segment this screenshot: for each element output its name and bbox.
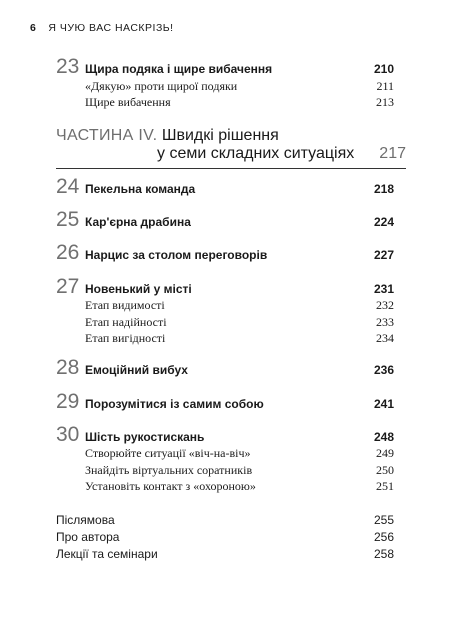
section-page: 249 [376, 446, 394, 460]
chapter-number: 28 [56, 356, 80, 379]
section-title[interactable]: Етап вигідності [85, 331, 166, 345]
back-matter-title[interactable]: Лекції та семінари [56, 547, 158, 561]
chapter-number: 23 [56, 55, 80, 78]
part-title-line2: у семи складних ситуаціях [157, 145, 355, 162]
chapter-page: 248 [373, 430, 394, 444]
chapter-page: 218 [373, 182, 394, 196]
chapter-title[interactable]: Емоційний вибух [85, 363, 188, 377]
chapter-title[interactable]: Новенький у місті [85, 282, 192, 296]
part-label: ЧАСТИНА IV. [56, 127, 158, 144]
part-title-line1: Швидкі рішення [161, 127, 279, 144]
section-page: 234 [376, 331, 394, 345]
back-matter-page: 256 [373, 530, 394, 544]
chapter-number: 30 [56, 423, 80, 446]
section-title[interactable]: Етап видимості [85, 298, 165, 312]
section-page: 232 [376, 298, 394, 312]
running-head-title: Я ЧУЮ ВАС НАСКРІЗЬ! [48, 22, 174, 34]
chapter-number: 26 [56, 241, 80, 264]
back-matter-title[interactable]: Про автора [56, 530, 120, 544]
section-page: 211 [376, 79, 394, 93]
part-heading[interactable] [56, 128, 279, 144]
chapter-page: 231 [373, 282, 394, 296]
section-title[interactable]: Створюйте ситуації «віч-на-віч» [85, 446, 251, 460]
chapter-number: 29 [56, 390, 80, 413]
back-matter-page: 255 [373, 513, 394, 527]
running-head [30, 22, 174, 34]
chapter-title[interactable]: Шість рукостискань [85, 430, 205, 444]
back-matter-title[interactable]: Післямова [56, 513, 115, 527]
running-head-page-number: 6 [30, 22, 37, 34]
chapter-number: 27 [56, 275, 80, 298]
chapter-page: 224 [373, 215, 394, 229]
chapter-page: 227 [373, 248, 394, 262]
section-title[interactable]: Щире вибачення [85, 95, 171, 109]
chapter-page: 236 [373, 363, 394, 377]
section-page: 213 [376, 95, 394, 109]
chapter-title[interactable]: Нарцис за столом переговорів [85, 248, 268, 262]
part-divider-rule [56, 168, 406, 169]
chapter-title[interactable]: Пекельна команда [85, 182, 196, 196]
chapter-number: 24 [56, 175, 80, 198]
chapter-page: 241 [373, 397, 394, 411]
chapter-title[interactable]: Порозумітися із самим собою [85, 397, 264, 411]
section-title[interactable]: Етап надійності [85, 315, 167, 329]
chapter-title[interactable]: Кар'єрна драбина [85, 215, 191, 229]
chapter-page: 210 [373, 62, 394, 76]
section-page: 233 [376, 315, 394, 329]
section-page: 250 [376, 463, 394, 477]
part-page: 217 [379, 145, 406, 162]
section-title[interactable]: «Дякую» проти щирої подяки [85, 79, 238, 93]
chapter-title[interactable]: Щира подяка і щире вибачення [85, 62, 273, 76]
section-page: 251 [376, 479, 394, 493]
section-title[interactable]: Знайдіть віртуальних соратників [85, 463, 253, 477]
back-matter-page: 258 [373, 547, 394, 561]
section-title[interactable]: Установіть контакт з «охороною» [85, 479, 256, 493]
chapter-number: 25 [56, 208, 80, 231]
